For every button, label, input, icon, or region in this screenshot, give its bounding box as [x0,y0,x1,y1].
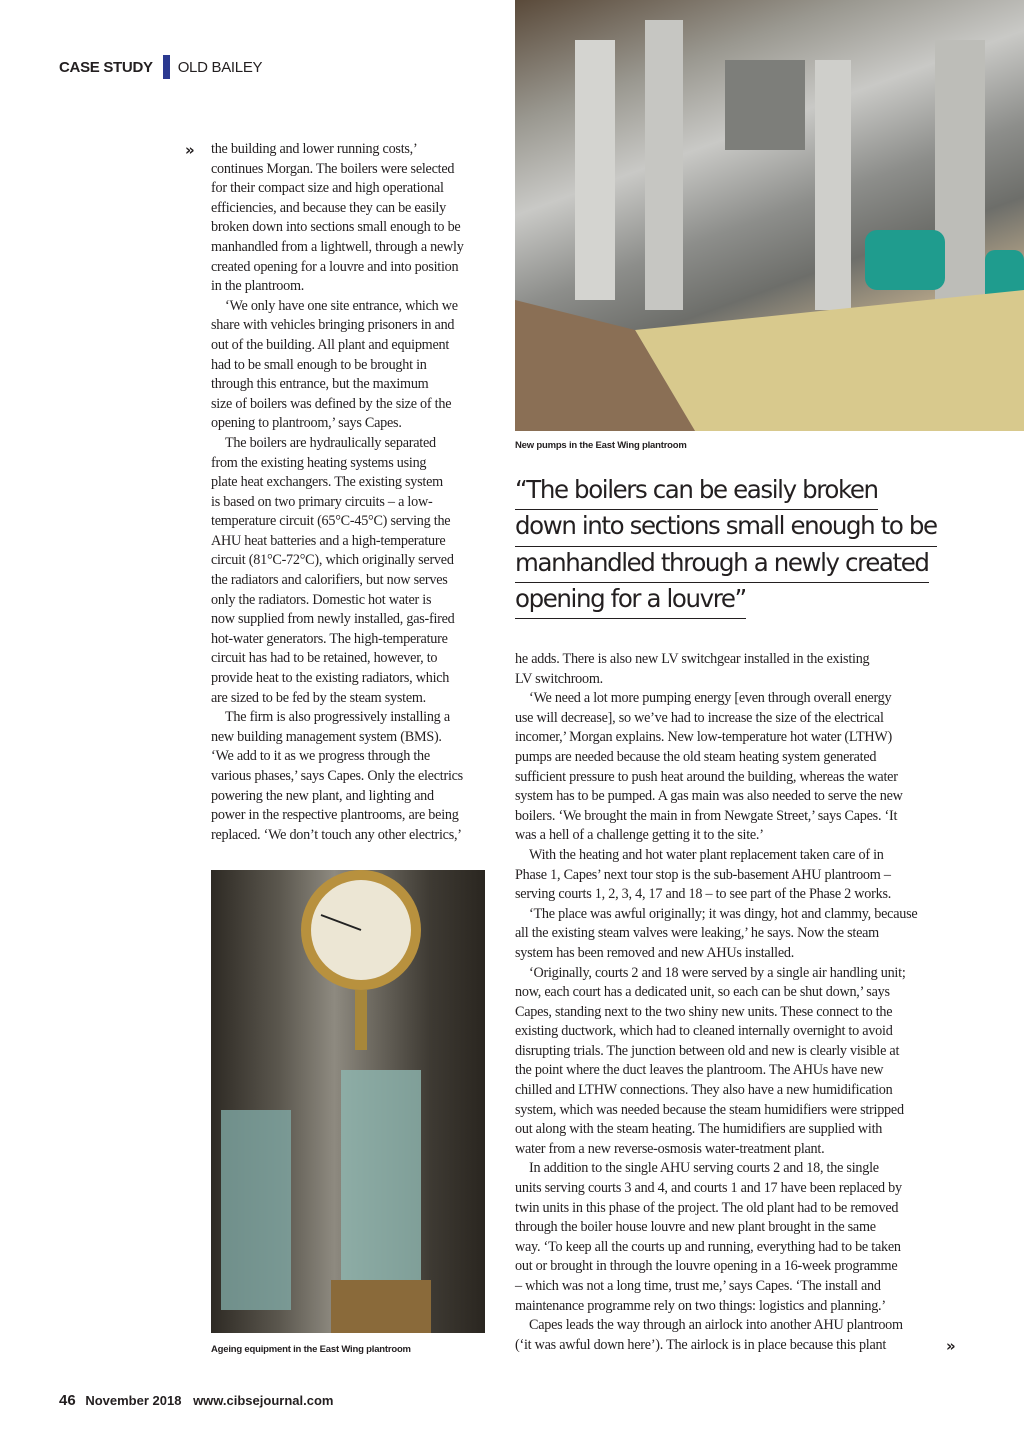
text-line: from the existing heating systems using [211,454,427,471]
text-line: ‘We need a lot more pumping energy [even through overall energy [529,690,892,707]
text-line: he adds. There is also new LV switchgear installed in the existing [515,651,870,667]
page-number: 46 [59,1392,76,1409]
text-line: boilers. ‘We brought the main in from Newgate Street,’ says Capes. ‘It [515,807,898,824]
right-text-column [515,650,945,1355]
text-line: incomer,’ Morgan explains. New low-temperature hot water (LTHW) [515,729,892,746]
header-divider [163,55,170,79]
text-line: units serving courts 3 and 4, and courts 1 and 17 have been replaced by [515,1180,902,1197]
pull-quote-line: “The boilers can be easily broken [515,474,878,510]
text-line: Phase 1, Capes’ next tour stop is the sub-basement AHU plantroom – [515,866,891,883]
text-line: the point where the duct leaves the plantroom. The AHUs have new [515,1062,884,1079]
text-line: ‘Originally, courts 2 and 18 were served by a single air handling unit; [529,964,906,981]
text-line: (‘it was awful down here’). The airlock is in place because this plant [515,1336,887,1353]
text-line: serving courts 1, 2, 3, 4, 17 and 18 – to see part of the Phase 2 works. [515,886,892,903]
text-line: new building management system (BMS). [211,728,442,745]
text-line: system has been removed and new AHUs installed. [515,944,795,961]
text-line: way. ‘To keep all the courts up and running, everything had to be taken [515,1238,901,1255]
text-line: power in the respective plantrooms, are being [211,807,459,824]
text-line: provide heat to the existing radiators, which [211,670,450,687]
text-line: all the existing steam valves were leaking,’ he says. Now the steam [515,925,879,942]
text-line: twin units in this phase of the project. The old plant had to be removed [515,1199,899,1216]
text-line: through this entrance, but the maximum [211,376,429,393]
text-line: are sized to be fed by the steam system. [211,689,426,706]
text-line: various phases,’ says Capes. Only the electrics [211,768,463,784]
top-photo-caption: New pumps in the East Wing plantroom [515,440,687,451]
text-line: existing ductwork, which had to cleaned internally overnight to avoid [515,1023,893,1040]
text-line: ‘The place was awful originally; it was dingy, hot and clammy, because [529,905,918,922]
text-line: manhandled from a lightwell, through a newly [211,238,464,255]
text-line: disrupting trials. The junction between old and new is clearly visible at [515,1042,900,1059]
left-text-column [211,140,489,845]
text-line: now, each court has a dedicated unit, so each can be shut down,’ says [515,984,890,1001]
text-line: plate heat exchangers. The existing system [211,474,443,491]
text-line: out or brought in through the louvre opening in a 16-week programme [515,1258,898,1275]
pull-quote-line: down into sections small enough to be [515,510,937,546]
text-line: circuit (81°C-72°C), which originally served [211,552,454,569]
pumps-photo [515,0,1024,431]
text-line: ‘We only have one site entrance, which we [225,297,458,314]
running-header [59,56,262,78]
pull-quote [515,474,937,619]
text-line: maintenance programme rely on two things: logistics and planning.’ [515,1297,886,1314]
text-line: water from a new reverse-osmosis water-treatment plant. [515,1140,825,1157]
text-line: With the heating and hot water plant replacement taken care of in [529,846,884,863]
text-line: broken down into sections small enough to be [211,219,461,236]
text-line: through the boiler house louvre and new plant brought in the same [515,1219,876,1236]
continued-on-icon: » [946,1337,956,1355]
section-label: CASE STUDY [59,58,153,76]
text-line: The firm is also progressively installing a [225,709,450,726]
text-line: Capes leads the way through an airlock into another AHU plantroom [529,1317,903,1334]
gauge-photo [211,870,485,1333]
gauge-illustration [211,870,485,1333]
text-line: LV switchroom. [515,670,603,687]
pull-quote-line: opening for a louvre” [515,583,746,619]
text-line: created opening for a louvre and into position [211,258,459,275]
text-line: was a hell of a challenge getting it to the site.’ [515,827,764,844]
continued-from-icon: » [185,141,195,159]
text-line: sufficient pressure to push heat around the building, whereas the water [515,768,898,785]
text-line: powering the new plant, and lighting and [211,787,434,804]
text-line: opening to plantroom,’ says Capes. [211,415,402,432]
text-line: out of the building. All plant and equipment [211,336,450,353]
text-line: the radiators and calorifiers, but now serves [211,572,448,589]
text-line: for their compact size and high operational [211,180,444,197]
text-line: The boilers are hydraulically separated [225,434,436,451]
pull-quote-line: manhandled through a newly created [515,547,929,583]
text-line: chilled and LTHW connections. They also have a new humidification [515,1082,893,1099]
text-line: use will decrease], so we’ve had to increase the size of the electrical [515,709,884,726]
pumps-illustration [515,0,1024,431]
issue-date: November 2018 [85,1393,182,1408]
text-line: AHU heat batteries and a high-temperature [211,532,446,549]
text-line: out along with the steam heating. The humidifiers are supplied with [515,1121,883,1138]
topic-label: OLD BAILEY [177,58,263,76]
website-link[interactable]: www.cibsejournal.com [193,1393,334,1408]
text-line: in the plantroom. [211,278,305,295]
text-line: efficiencies, and because they can be easily [211,199,446,216]
text-line: temperature circuit (65°C-45°C) serving the [211,513,451,530]
bottom-photo-caption: Ageing equipment in the East Wing plantroom [211,1344,411,1355]
text-line: ‘We add to it as we progress through the [211,748,430,765]
text-line: share with vehicles bringing prisoners in and [211,317,455,334]
page-footer [59,1392,333,1409]
text-line: size of boilers was defined by the size of the [211,395,452,412]
text-line: pumps are needed because the old steam heating system generated [515,748,877,765]
text-line: had to be small enough to be brought in [211,356,427,373]
text-line: hot-water generators. The high-temperature [211,630,448,647]
text-line: – which was not a long time, trust me,’ says Capes. ‘The install and [515,1278,881,1294]
text-line: now supplied from newly installed, gas-fired [211,611,455,628]
text-line: replaced. ‘We don’t touch any other electrics,’ [211,826,462,843]
text-line: only the radiators. Domestic hot water is [211,591,432,608]
text-line: In addition to the single AHU serving courts 2 and 18, the single [529,1160,879,1177]
text-line: the building and lower running costs,’ [211,141,418,157]
text-line: circuit has had to be retained, however, to [211,650,438,667]
text-line: continues Morgan. The boilers were selected [211,160,455,177]
text-line: Capes, standing next to the two shiny new units. These connect to the [515,1003,893,1020]
text-line: system has to be pumped. A gas main was also needed to serve the new [515,788,903,805]
text-line: system, which was needed because the steam humidifiers were stripped [515,1101,904,1118]
text-line: is based on two primary circuits – a low- [211,493,433,510]
